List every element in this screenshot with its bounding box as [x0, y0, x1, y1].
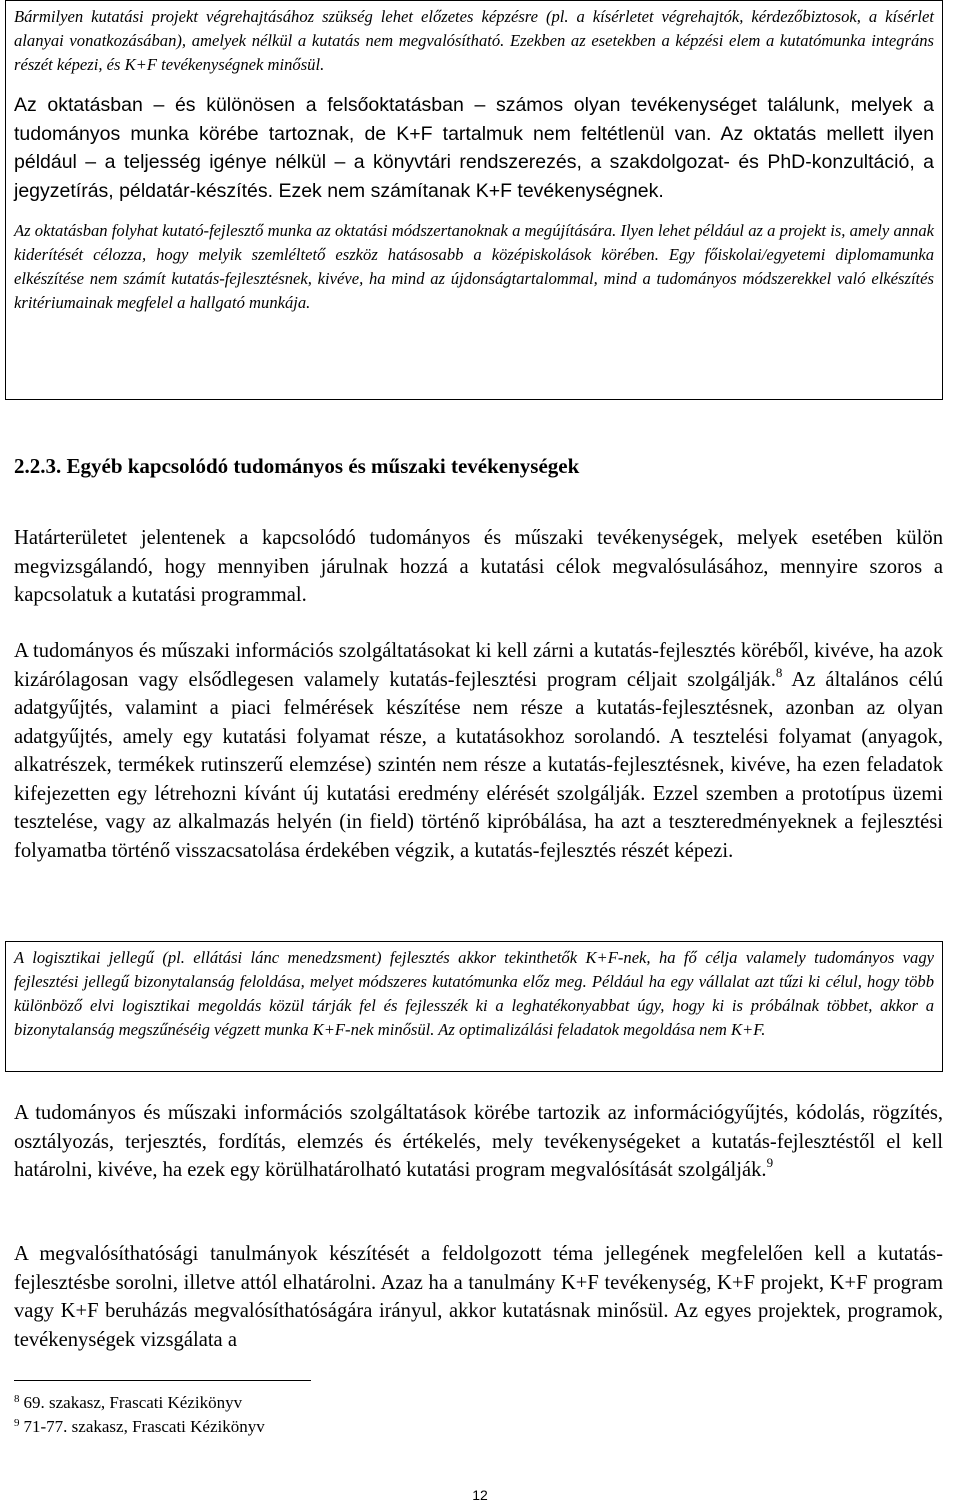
footnote [14, 1389, 242, 1413]
page-number: 12 [472, 1487, 488, 1503]
italic-paragraph: Bármilyen kutatási projekt végrehajtásához szükség lehet előzetes képzésre (pl. a kísérletet végrehajtók, kérdezőbiztosok, a kísérlet alanyai vonatkozásában), amelyek nélkül a kutatás nem megvalósítható. Ezekben az esetekben a képzési elem a kutatómunka integráns részét képezi, és K+F tevékenységnek minősül. [14, 7, 934, 74]
italic-paragraph: A logisztikai jellegű (pl. ellátási lánc menedzsment) fejlesztés akkor tekinthetők K+F-nek, ha fő célja valamely tudományos vagy fejlesztési jellegű bizonytalanság feloldása, melyet módszeres kutatómunka előz meg. Például ha egy vállalat azt tűzi ki célul, hogy több különböző elvi logisztikai megoldás közül tárják fel és fejlesszék ki a leghatékonyabbat úgy, hogy ki is próbálnak többet, akkor a bizonytalanság megszűnéséig végzett munka K+F-nek minősül. Az optimalizálási feladatok megoldása nem K+F. [14, 948, 934, 1039]
body-paragraph [14, 637, 943, 865]
footnote-text: 71-77. szakasz, Frascati Kézikönyv [23, 1417, 265, 1436]
body-paragraph [14, 1099, 943, 1185]
footnote-text: 69. szakasz, Frascati Kézikönyv [23, 1393, 243, 1412]
section-heading: 2.2.3. Egyéb kapcsolódó tudományos és műszaki tevékenységek [14, 454, 580, 478]
paragraph-text: A tudományos és műszaki információs szolgáltatásokat ki kell zárni a kutatás-fejlesztés köréből, kivéve, ha azok kizárólagosan vagy elsődlegesen valamely kutatás-fejlesztési program céljait szolgálják. [14, 640, 943, 691]
footnote-ref[interactable]: 8 [775, 664, 783, 680]
footnote-ref[interactable]: 9 [766, 1155, 774, 1170]
education-paragraph: Az oktatásban – és különösen a felsőoktatásban – számos olyan tevékenységet találunk, melyek a tudományos munka körébe tartoznak, de K+F tartalmuk nem feltétlenül van. Az oktatás mellett ilyen például – a teljesség igénye nélkül – a könyvtári rendszerezés, a szakdolgozat- és PhD-konzultáció, a jegyzetírás, példatár-készítés. Ezek nem számítanak K+F tevékenységnek. [14, 94, 934, 202]
paragraph-text: Az általános célú adatgyűjtés, valamint a piaci felmérések készítése nem része a kutatás-fejlesztésnek, azonban az olyan adatgyűjtés, amely egy kutatási folyamat része, a kutatásokhoz sorolandó. A tesztelési folyamat (anyagok, alkatrészek, termékek rutinszerű elemzése) szintén nem része a kutatás-fejlesztésnek, kivéve, ha ezen feladatok kifejezetten egy létrehozni kívánt új kutatási eredmény elérését szolgálják. Ezzel szemben a prototípus üzemi tesztelése, vagy az alkalmazás helyén (in field) történő kipróbálása, ha azt a teszteredményeknek a fejlesztési folyamatba történő visszacsatolása érdekében végzik, a kutatás-fejlesztés részét képezi. [14, 668, 943, 862]
footnote-divider [14, 1380, 311, 1381]
boxed-note-logistics [5, 941, 943, 1072]
body-paragraph: Határterületet jelentenek a kapcsolódó tudományos és műszaki tevékenységek, melyek esetében külön megvizsgálandó, hogy mennyiben járulnak hozzá a kutatási célok megvalósulásához, mennyire szoros a kapcsolatuk a kutatási programmal. [14, 527, 943, 606]
footnote-number: 9 [14, 1417, 20, 1429]
boxed-note-training-education [5, 0, 943, 400]
footnote [14, 1413, 265, 1437]
paragraph-text: A tudományos és műszaki információs szolgáltatások körébe tartozik az információgyűjtés, kódolás, rögzítés, osztályozás, terjesztés, fordítás, elemzés és értékelés, mely tevékenységeket a kutatás-fejlesztéstől el kell határolni, kivéve, ha ezek egy körülhatárolható kutatási program megvalósítását szolgálják. [14, 1102, 943, 1181]
italic-paragraph: Az oktatásban folyhat kutató-fejlesztő munka az oktatási módszertanoknak a megújítására. Ilyen lehet például az a projekt is, amely annak kiderítését célozza, hogy melyik szemléltető eszköz hatásosabb a középiskolások körében. Egy főiskolai/egyetemi diplomamunka elkészítése nem számít kutatás-fejlesztésnek, kivéve, ha mind az újdonságtartalommal, mind a tudományos módszerekkel való elkészítés kritériumainak megfelel a hallgató munkája. [14, 221, 934, 312]
footnote-number: 8 [14, 1393, 20, 1405]
body-paragraph: A megvalósíthatósági tanulmányok készítését a feldolgozott téma jellegének megfelelően kell a kutatás-fejlesztésbe sorolni, illetve attól elhatárolni. Azaz ha a tanulmány K+F tevékenység, K+F projekt, K+F program vagy K+F beruházás megvalósíthatóságára irányul, akkor kutatásnak minősül. Az egyes projektek, programok, tevékenységek vizsgálata a [14, 1243, 943, 1351]
